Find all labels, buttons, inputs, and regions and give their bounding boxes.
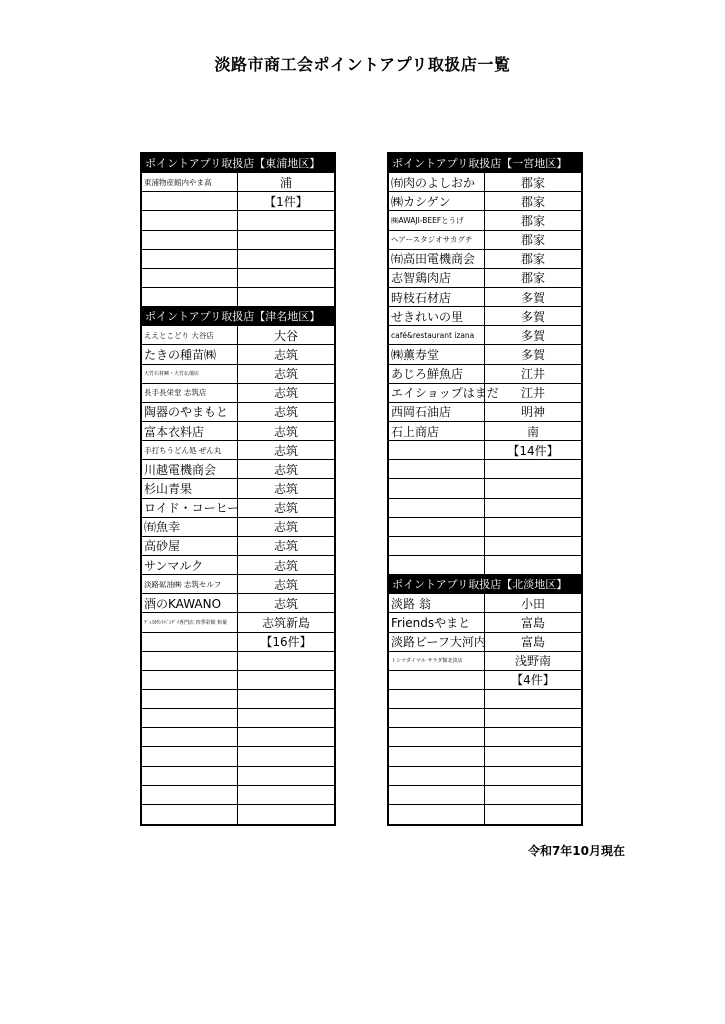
area-cell: [485, 709, 581, 727]
table-row: [142, 288, 334, 307]
area-cell: [238, 747, 334, 765]
store-name-cell: ㈲肉のよしおか: [389, 173, 485, 191]
store-name-cell: café&restaurant izana: [389, 326, 485, 344]
table-row: [389, 441, 581, 460]
table-row: [142, 460, 334, 479]
area-cell: 志筑: [273, 386, 298, 401]
store-name-cell: [389, 460, 485, 478]
store-name-cell: [389, 479, 485, 497]
table-row: [142, 499, 334, 518]
store-name-cell: 長手長栄堂 志筑店: [142, 384, 238, 402]
table-row: [142, 709, 334, 728]
area-cell: [238, 269, 334, 287]
table-row: [389, 479, 581, 498]
store-name-cell: 淡路 翁: [389, 594, 485, 612]
area-cell: [485, 499, 581, 517]
table-row: [389, 709, 581, 728]
area-cell: [485, 786, 581, 804]
section-header: ポイントアプリ取扱店【一宮地区】: [389, 154, 581, 173]
table-row: [389, 805, 581, 824]
table-row: [389, 499, 581, 518]
store-name-cell: ㈲高田電機商会: [389, 250, 485, 268]
store-name-cell: [142, 728, 238, 746]
table-row: [142, 211, 334, 230]
store-name-cell: 手打ちうどん処 ぜん丸: [142, 441, 238, 459]
store-name-cell: [142, 192, 238, 210]
store-name-cell: [389, 556, 485, 574]
table-row: [142, 403, 334, 422]
area-cell: 志筑: [273, 558, 298, 573]
area-cell: [238, 671, 334, 689]
section-header: ポイントアプリ取扱店【北淡地区】: [389, 575, 581, 594]
store-name-cell: [142, 805, 238, 824]
table-row: [389, 211, 581, 230]
area-cell: 南: [526, 424, 539, 439]
store-name-cell: [389, 709, 485, 727]
table-row: [389, 307, 581, 326]
table-row: [142, 537, 334, 556]
area-cell: 志筑: [273, 405, 298, 420]
table-row: [142, 728, 334, 747]
area-cell: 志筑: [273, 424, 298, 439]
table-row: [389, 728, 581, 747]
table-row: [389, 767, 581, 786]
area-cell: [238, 767, 334, 785]
store-name-cell: [142, 690, 238, 708]
area-cell: [238, 690, 334, 708]
store-name-cell: 淡路砿油㈱ 志筑セルフ: [142, 575, 238, 593]
store-name-cell: 高砂屋: [142, 537, 238, 555]
section-header: ポイントアプリ取扱店【東浦地区】: [142, 154, 334, 173]
table-row: [389, 671, 581, 690]
store-name-cell: 時枝石材店: [389, 288, 485, 306]
table-row: [142, 384, 334, 403]
area-cell: 江井: [520, 367, 545, 382]
area-cell: 浦: [279, 175, 292, 190]
area-cell: 志筑: [273, 367, 298, 382]
area-cell: 多賀: [520, 309, 545, 324]
table-row: [389, 556, 581, 575]
table-row: [389, 633, 581, 652]
area-cell: [238, 709, 334, 727]
area-cell: 郡家: [520, 175, 545, 190]
area-cell: [485, 690, 581, 708]
store-name-cell: 淡路ビーフ大河内: [389, 633, 485, 651]
page-title: 淡路市商工会ポイントアプリ取扱店一覧: [214, 55, 511, 74]
table-row: [389, 747, 581, 766]
area-cell: 志筑: [273, 443, 298, 458]
store-name-cell: 酒のKAWANO: [142, 594, 238, 612]
table-row: [142, 652, 334, 671]
area-cell: 多賀: [520, 347, 545, 362]
store-name-cell: [389, 441, 485, 459]
store-name-cell: せきれいの里: [389, 307, 485, 325]
area-cell: 大谷: [273, 328, 298, 343]
area-cell: [238, 805, 334, 824]
area-cell: 志筑: [273, 539, 298, 554]
store-table-right: [387, 152, 583, 826]
area-cell: [238, 231, 334, 249]
table-row: [142, 326, 334, 345]
area-cell: [485, 805, 581, 824]
store-name-cell: [389, 805, 485, 824]
table-row: [142, 365, 334, 384]
table-row: [142, 556, 334, 575]
table-row: [142, 479, 334, 498]
area-cell: [485, 479, 581, 497]
area-cell: 志筑: [273, 577, 298, 592]
store-name-cell: トシマダイマル サラダ館北淡店: [389, 652, 485, 670]
store-name-cell: [389, 747, 485, 765]
store-name-cell: たきの種苗㈱: [142, 345, 238, 363]
area-cell: 【1件】: [264, 194, 308, 209]
area-cell: 郡家: [520, 213, 545, 228]
area-cell: 江井: [520, 386, 545, 401]
store-name-cell: [389, 767, 485, 785]
store-name-cell: [389, 537, 485, 555]
store-name-cell: [142, 269, 238, 287]
store-name-cell: ﾃﾞｨｽｶｳﾝﾄﾊﾟﾝﾃﾞｲ専門店 四季彩館 和菓: [142, 613, 238, 631]
area-cell: [238, 288, 334, 306]
area-cell: 【14件】: [507, 443, 559, 458]
table-row: [142, 671, 334, 690]
table-row: [389, 231, 581, 250]
table-row: [389, 250, 581, 269]
area-cell: 多賀: [520, 290, 545, 305]
table-row: [142, 192, 334, 211]
table-row: [142, 422, 334, 441]
area-cell: 【16件】: [260, 635, 312, 650]
table-row: [142, 747, 334, 766]
store-name-cell: Friendsやまと: [389, 613, 485, 631]
store-name-cell: [142, 250, 238, 268]
table-row: [389, 192, 581, 211]
area-cell: 多賀: [520, 328, 545, 343]
store-name-cell: [142, 767, 238, 785]
table-row: [389, 613, 581, 632]
store-name-cell: [389, 671, 485, 689]
area-cell: [485, 537, 581, 555]
area-cell: [238, 211, 334, 229]
area-cell: [238, 250, 334, 268]
area-cell: [238, 652, 334, 670]
table-row: [389, 288, 581, 307]
area-cell: 志筑: [273, 596, 298, 611]
area-cell: 浅野南: [514, 654, 551, 669]
area-cell: 志筑: [273, 347, 298, 362]
store-name-cell: ㈱薫寿堂: [389, 345, 485, 363]
area-cell: 志筑新島: [261, 615, 310, 630]
store-name-cell: [142, 633, 238, 651]
store-name-cell: [142, 231, 238, 249]
table-row: [142, 594, 334, 613]
table-row: [142, 231, 334, 250]
table-row: [142, 441, 334, 460]
table-row: [389, 384, 581, 403]
store-name-cell: [142, 671, 238, 689]
table-row: [389, 422, 581, 441]
table-row: [389, 173, 581, 192]
section-header: ポイントアプリ取扱店【津名地区】: [142, 307, 334, 326]
store-name-cell: ヘアースタジオサカグチ: [389, 231, 485, 249]
table-row: [389, 326, 581, 345]
table-row: [389, 690, 581, 709]
store-name-cell: 杉山青果: [142, 479, 238, 497]
store-name-cell: [389, 690, 485, 708]
store-name-cell: ㈲魚幸: [142, 518, 238, 536]
table-row: [142, 805, 334, 824]
store-name-cell: [142, 652, 238, 670]
area-cell: [485, 767, 581, 785]
store-name-cell: 陶器のやまもと: [142, 403, 238, 421]
store-name-cell: [389, 728, 485, 746]
store-name-cell: 東浦物産館内やま高: [142, 173, 238, 191]
store-name-cell: [142, 709, 238, 727]
store-name-cell: 大竹石材㈱・大竹仏壇店: [142, 365, 238, 383]
area-cell: 志筑: [273, 481, 298, 496]
store-name-cell: ㈱カシゲン: [389, 192, 485, 210]
store-name-cell: [389, 786, 485, 804]
area-cell: 【4件】: [511, 673, 555, 688]
table-row: [142, 518, 334, 537]
area-cell: [485, 460, 581, 478]
area-cell: 志筑: [273, 501, 298, 516]
table-row: [142, 786, 334, 805]
table-row: [142, 575, 334, 594]
store-name-cell: あじろ鮮魚店: [389, 365, 485, 383]
table-row: [389, 365, 581, 384]
store-name-cell: 志智鶏肉店: [389, 269, 485, 287]
table-row: [142, 250, 334, 269]
area-cell: 郡家: [520, 252, 545, 267]
area-cell: [485, 518, 581, 536]
table-row: [389, 594, 581, 613]
store-name-cell: 富本衣料店: [142, 422, 238, 440]
area-cell: 富島: [520, 615, 545, 630]
area-cell: 小田: [520, 596, 545, 611]
table-row: [389, 345, 581, 364]
store-name-cell: [142, 288, 238, 306]
table-row: [389, 460, 581, 479]
area-cell: 明神: [520, 405, 545, 420]
area-cell: [485, 728, 581, 746]
table-row: [389, 269, 581, 288]
area-cell: 志筑: [273, 520, 298, 535]
table-row: [389, 537, 581, 556]
store-name-cell: 川越電機商会: [142, 460, 238, 478]
table-row: [142, 633, 334, 652]
table-row: [142, 269, 334, 288]
area-cell: [485, 747, 581, 765]
area-cell: [238, 786, 334, 804]
store-name-cell: [142, 747, 238, 765]
store-name-cell: ええとこどり 大谷店: [142, 326, 238, 344]
table-row: [142, 345, 334, 364]
table-row: [142, 767, 334, 786]
store-name-cell: [389, 518, 485, 536]
store-name-cell: ㈱AWAJI-BEEFとうげ: [389, 211, 485, 229]
store-name-cell: [142, 786, 238, 804]
area-cell: 郡家: [520, 194, 545, 209]
table-row: [389, 786, 581, 805]
store-name-cell: [389, 499, 485, 517]
area-cell: 志筑: [273, 462, 298, 477]
area-cell: [238, 728, 334, 746]
store-name-cell: 石上商店: [389, 422, 485, 440]
as-of-date: 令和7年10月現在: [527, 844, 625, 858]
store-name-cell: サンマルク: [142, 556, 238, 574]
area-cell: 郡家: [520, 233, 545, 248]
store-name-cell: ロイド・コーヒー: [142, 499, 238, 517]
area-cell: [485, 556, 581, 574]
table-row: [389, 518, 581, 537]
area-cell: 郡家: [520, 271, 545, 286]
table-row: [142, 613, 334, 632]
store-name-cell: [142, 211, 238, 229]
table-row: [389, 652, 581, 671]
table-row: [389, 403, 581, 422]
store-name-cell: 西岡石油店: [389, 403, 485, 421]
table-row: [142, 690, 334, 709]
table-row: [142, 173, 334, 192]
store-table-left: [140, 152, 336, 826]
store-name-cell: エイショップはまだ: [389, 384, 485, 402]
area-cell: 富島: [520, 635, 545, 650]
